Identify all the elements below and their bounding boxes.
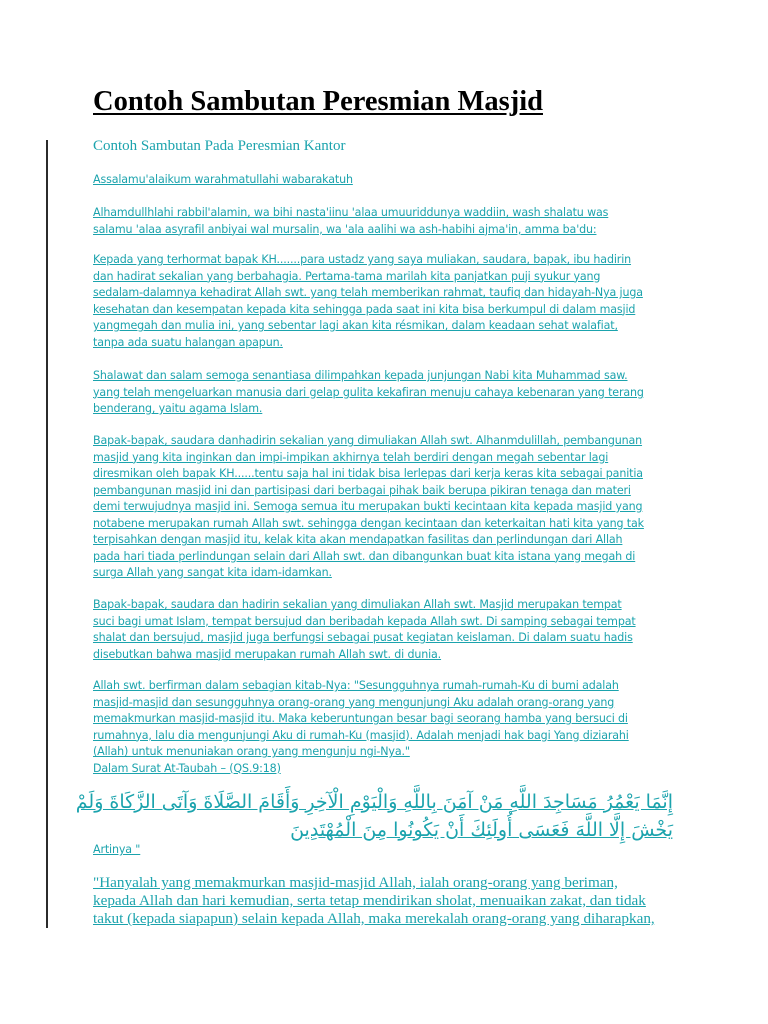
text-line: Bapak-bapak, saudara danhadirin sekalian yang dimuliakan Allah swt. Alhanmdulillah, pembangunan <box>93 434 643 447</box>
source-reference: Dalam Surat At-Taubah – (QS.9:18) <box>93 761 281 775</box>
text-line: Bapak-bapak, saudara dan hadirin sekalian yang dimuliakan Allah swt. Masjid merupakan tempat <box>93 598 622 611</box>
shalawat-paragraph[interactable] <box>93 368 683 418</box>
greeting-paragraph[interactable] <box>93 172 683 189</box>
construction-paragraph[interactable] <box>93 433 683 582</box>
text-line: diresmikan oleh bapak KH......tentu saja hal ini tidak bisa lerlepas dari kerja keras kita sebagai panitia <box>93 467 643 480</box>
text-line: surga Allah yang sangat kita idam-idamkan. <box>93 566 332 579</box>
text-line: masjid-masjid dan sesungguhnya orang-orang yang mengunjungi Aku adalah orang-orang yang <box>93 695 615 709</box>
text-line: kesehatan dan kesempatan kepada kita sehingga pada saat ini kita bisa berkumpul di dalam masjid <box>93 302 636 316</box>
text-line: tanpa ada suatu halangan apapun. <box>93 335 283 349</box>
mosque-function-paragraph[interactable] <box>93 597 683 663</box>
text-line: benderang, yaitu agama Islam. <box>93 402 263 415</box>
text-line: suci bagi umat Islam, tempat bersujud dan beribadah kepada Allah swt. Di samping sebagai tempat <box>93 614 636 628</box>
arabic-verse[interactable] <box>75 788 673 844</box>
page-title: Contoh Sambutan Peresmian Masjid <box>93 86 543 117</box>
text-line: masjid yang kita inginkan dan impi-impikan akhirnya telah berdiri dengan megah sebentar lagi <box>93 450 609 464</box>
text-line: yangmegah dan mulia ini, yang sebentar lagi akan kita résmikan, dalam keadaan sehat walafiat, <box>93 319 618 332</box>
text-line: terpisahkan dengan masjid itu, kelak kita akan mendapatkan fasilitas dan perlindungan dari Allah <box>93 533 623 546</box>
text-line: (Allah) untuk menuniakan orang yang mengunju ngi-Nya." <box>93 745 410 758</box>
arabic-line: إِنَّمَا يَعْمُرُ مَسَاجِدَ اللَّهِ مَنْ آمَنَ بِاللَّهِ وَالْيَوْمِ الْآخِرِ وَأَقَامَ الصَّلَاةَ وَآتَى الزَّكَاةَ وَلَمْ <box>75 791 673 813</box>
text-line: yang telah mengeluarkan manusia dari gelap gulita kekafiran menuju cahaya kebenaran yang terang <box>93 385 644 399</box>
opening-paragraph[interactable] <box>93 205 683 238</box>
arabic-line: يَخْشَ إِلَّا اللَّهَ فَعَسَى أُولَئِكَ أَنْ يَكُونُوا مِنَ الْمُهْتَدِينَ <box>290 819 673 841</box>
artinya-label[interactable]: Artinya " <box>93 843 141 856</box>
hadith-paragraph[interactable] <box>93 678 683 777</box>
text-line: "Hanyalah yang memakmurkan masjid-masjid Allah, ialah orang-orang yang beriman, <box>93 874 618 891</box>
text-line: Alhamdullhlahi rabbil'alamin, wa bihi nasta'iinu 'alaa umuuriddunya waddiin, wash shalatu was <box>93 206 609 219</box>
text-line: pada hari tiada perlindungan selain dari Allah swt. dan dibangunkan buat kita istana yang megah di <box>93 549 636 563</box>
text-line: memakmurkan masjid-masjid itu. Maka keberuntungan besar bagi seorang hamba yang bersuci di <box>93 712 628 725</box>
text-line: takut (kepada siapapun) selain kepada Allah, maka merekalah orang-orang yang diharapkan, <box>93 910 655 927</box>
respect-paragraph[interactable] <box>93 252 683 351</box>
text-line: kepada Allah dan hari kemudian, serta tetap mendirikan sholat, menuaikan zakat, dan tidak <box>93 892 646 909</box>
text-line: Kepada yang terhormat bapak KH.......para ustadz yang saya muliakan, saudara, bapak, ibu hadirin <box>93 253 632 266</box>
text-line: salamu 'alaa asyrafil anbiyai wal mursalin, wa 'ala aalihi wa ash-habihi ajma'in, amma ba'du: <box>93 222 597 236</box>
text-line: demi terwujudnya masjid ini. Semoga semua itu merupakan bukti kecintaan kita kepada masjid yang <box>93 500 643 513</box>
text-line: disebutkan bahwa masjid merupakan rumah Allah swt. di dunia. <box>93 647 442 661</box>
text-line: dan hadirat sekalian yang berbahagia. Pertama-tama marilah kita panjatkan puji syukur yang <box>93 269 601 283</box>
text-line: notabene merupakan rumah Allah swt. sehingga dengan kecintaan dan keterkaitan hati kita yang tak <box>93 516 644 530</box>
text-line: shalat dan bersujud, masjid juga berfungsi sebagai pusat kegiatan keislaman. Di dalam suatu hadis <box>93 631 633 644</box>
text-line: Allah swt. berfirman dalam sebagian kitab-Nya: "Sesungguhnya rumah-rumah-Ku di bumi adalah <box>93 679 619 692</box>
greeting-line: Assalamu'alaikum warahmatullahi wabarakatuh <box>93 173 353 186</box>
text-line: rumahnya, lalu dia mengunjungi Aku di rumah-Ku (masjid). Adalah menjadi hak bagi Yang diziarahi <box>93 728 629 742</box>
text-line: Shalawat dan salam semoga senantiasa dilimpahkan kepada junjungan Nabi kita Muhammad saw. <box>93 369 628 382</box>
text-line: sedalam-dalamnya kehadirat Allah swt. yang telah memberikan rahmat, taufiq dan hidayah-Nya juga <box>93 286 643 299</box>
left-margin-rule <box>46 140 48 928</box>
text-line: pembangunan masjid ini dan partisipasi dari berbagai pihak baik berupa pikiran tenaga dan materi <box>93 483 631 497</box>
translation-paragraph[interactable] <box>93 874 683 928</box>
subtitle-link[interactable]: Contoh Sambutan Pada Peresmian Kantor <box>93 138 346 154</box>
